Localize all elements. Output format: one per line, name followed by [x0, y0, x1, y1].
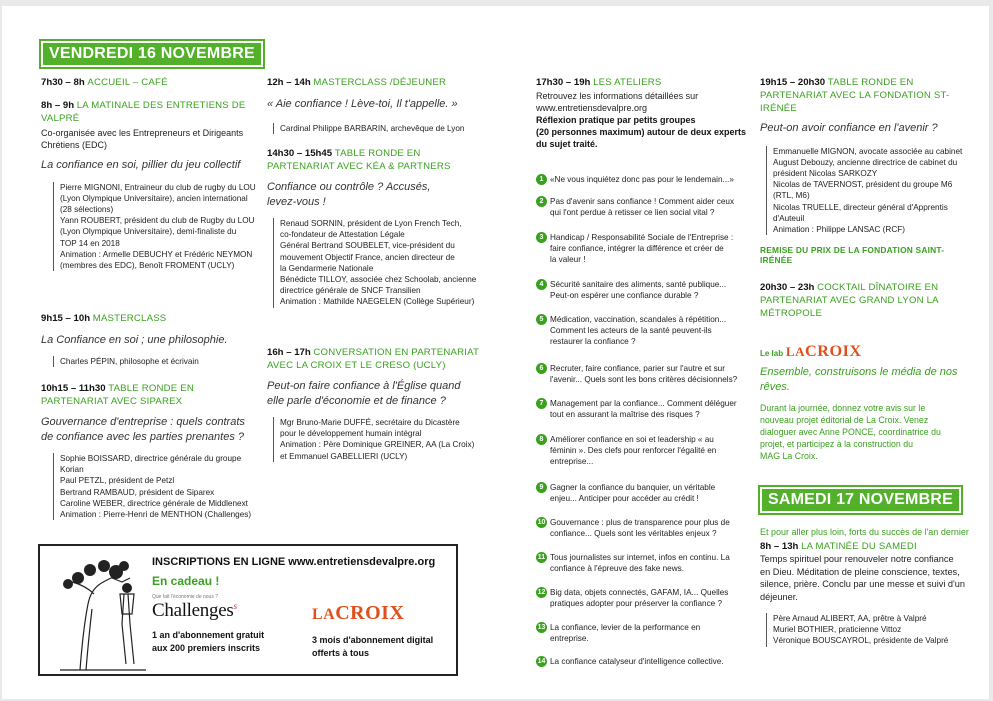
atelier-item: [536, 482, 741, 504]
atelier-text-line: Gagner la confiance du banquier, un véritable: [550, 483, 716, 492]
lab-body-line: Durant la journée, donnez votre avis sur le: [760, 403, 926, 413]
session-ateliers: [536, 76, 751, 150]
speaker-line: Renaud SORNIN, président de Lyon French Tech,: [280, 219, 462, 228]
saturday-body-line: Temps spirituel pour renouveler notre confiance: [760, 554, 954, 564]
speaker-line: et Emmanuel GABELLIERI (UCLY): [280, 451, 408, 461]
session-time: 17h30 – 19h: [536, 77, 591, 88]
speaker-line: (28 sélections): [60, 204, 114, 214]
atelier-number-badge: 1: [536, 174, 547, 185]
session-time: 19h15 – 20h30: [760, 77, 826, 88]
session-title: CONVERSATION EN PARTENARIAT AVEC LA CROIX ET LE CRESO (UCLY): [267, 347, 479, 371]
speaker-line: Charles PÉPIN, philosophe et écrivain: [60, 356, 199, 366]
session-time: 8h – 13h: [760, 541, 799, 552]
saturday-body-line: silence, prière. Conclu par une messe et suivi d'un: [760, 579, 966, 589]
speaker-list: [766, 146, 975, 236]
speaker-line: Yann ROUBERT, président du club de Rugby du LOU: [60, 216, 255, 226]
atelier-text-line: entreprise.: [550, 634, 589, 644]
challenges-offer: [152, 594, 302, 654]
atelier-text-line: La confiance, levier de la performance en: [550, 623, 701, 632]
session-quote: « Aie confiance ! Lève-toi, Il t'appelle. »: [267, 98, 458, 110]
atelier-text-line: Big data, objets connectés, GAFAM, IA... Quelles: [550, 588, 729, 597]
speaker-line: Animation : Armelle DEBUCHY et Frédéric NEYMON: [60, 249, 253, 259]
atelier-item: [536, 196, 741, 218]
session-quote-line: Peut-on faire confiance à l'Église quand: [267, 380, 461, 392]
session-time: 8h – 9h: [41, 100, 75, 111]
la-croix-logo-croix: CROIX: [335, 602, 405, 624]
ateliers-format-line: du sujet traité.: [536, 139, 598, 149]
speaker-list: [53, 453, 256, 520]
speaker-line: Nicolas TRUELLE, directeur général d'Apprentis: [773, 202, 948, 212]
atelier-text-line: féminin ». Des clefs pour renforcer l'égalité en: [550, 446, 717, 456]
speaker-line: directrice générale de SNCF Transilien: [280, 286, 421, 296]
session-quote: La confiance en soi, pillier du jeu collectif: [41, 159, 241, 171]
atelier-number-badge: 6: [536, 363, 547, 374]
atelier-item: [536, 398, 741, 420]
ateliers-intro-line: Retrouvez les informations détaillées sur: [536, 91, 699, 101]
tree-climber-illustration: [50, 554, 150, 672]
speaker-line: co-fondateur de Attestation Légale: [280, 230, 405, 240]
speaker-line: Emmanuelle MIGNON, avocate associée au cabinet: [773, 146, 963, 156]
atelier-text-line: confiance à l'épreuve des fake news.: [550, 564, 685, 574]
atelier-text-line: «Ne vous inquiétez donc pas pour le lendemain...»: [550, 175, 734, 184]
atelier-item: [536, 656, 741, 667]
session-masterclass: [41, 312, 256, 367]
speaker-line: Bertrand RAMBAUD, président de Siparex: [60, 487, 215, 497]
atelier-text-line: Pas d'avenir sans confiance ! Comment aider ceux: [550, 197, 735, 206]
speaker-line: d'Auteuil: [773, 213, 805, 223]
session-siparex: [41, 382, 256, 520]
speaker-line: Muriel BOTHIER, praticienne Vittoz: [773, 625, 902, 635]
atelier-text-line: confiance... Quels sont les véritables enjeux ?: [550, 529, 717, 539]
speaker-line: Pierre MIGNONI, Entraineur du club de rugby du LOU: [60, 182, 256, 192]
session-quote-line: de confiance avec les parties prenantes ?: [41, 430, 245, 443]
session-accueil: [41, 76, 256, 89]
session-time: 14h30 – 15h45: [267, 148, 333, 159]
speaker-list: [273, 218, 482, 308]
speaker-line: Animation : Père Dominique GREINER, AA (La Croix): [280, 440, 475, 450]
la-croix-logo: [786, 344, 862, 359]
speaker-line: Paul PETZL, président de Petzl: [60, 476, 175, 486]
la-croix-logo-croix: CROIX: [804, 342, 862, 360]
atelier-number-badge: 11: [537, 554, 546, 561]
session-time: 16h – 17h: [267, 347, 311, 358]
session-time: 20h30 – 23h: [760, 282, 815, 293]
lab-la-croix: [760, 342, 975, 462]
atelier-text-line: l'avenir... Quels sont les bons critères décisionnels?: [550, 375, 738, 385]
speaker-line: Véronique BOUSCAYROL, présidente de Valpré: [773, 636, 949, 646]
atelier-text-line: qui l'ont perdue à retisser ce lien social vital ?: [550, 208, 715, 218]
atelier-item: [536, 434, 741, 468]
speaker-line: August Debouzy, ancienne directrice de cabinet du: [773, 157, 958, 167]
atelier-item: [536, 363, 741, 385]
challenges-offer-line: 1 an d'abonnement gratuit: [152, 630, 265, 640]
atelier-text-line: Tous journalistes sur internet, infos en continu. La: [550, 553, 730, 562]
session-la-croix-creso: [267, 346, 482, 462]
session-quote: Peut-on avoir confiance en l'avenir ?: [760, 122, 938, 134]
speaker-line: (membres des EDC), Benoît FROMENT (UCLY): [60, 260, 235, 270]
atelier-text-line: restaurer la confiance ?: [550, 337, 636, 347]
challenges-tagline: Que fait l'économie de nous ?: [152, 594, 218, 600]
session-time: 10h15 – 11h30: [41, 383, 106, 394]
lab-body-line: nouveau projet éditorial de La Croix. Venez: [760, 415, 929, 425]
atelier-item: [536, 587, 741, 609]
session-title: ACCUEIL – CAFÉ: [87, 77, 168, 88]
saturday-intro: Et pour aller plus loin, forts du succès de l'an dernier: [760, 527, 969, 537]
atelier-item: [536, 279, 741, 301]
speaker-list: [53, 182, 256, 272]
session-dejeuner: [267, 76, 482, 134]
challenges-logo-accent: s: [233, 601, 237, 611]
lab-prefix: Le lab: [760, 349, 784, 358]
session-time: 9h15 – 10h: [41, 313, 91, 324]
atelier-text-line: la valeur !: [550, 255, 586, 265]
atelier-number-badge: 3: [536, 232, 547, 243]
lab-quote-line: Ensemble, construisons le média de nos: [760, 366, 958, 378]
la-croix-offer: [312, 602, 452, 659]
session-quote-line: elle parle d'économie et de finance ?: [267, 394, 446, 407]
atelier-text-line: Recruter, faire confiance, parier sur l'autre et sur: [550, 364, 725, 373]
atelier-number-badge: 8: [536, 434, 547, 445]
session-title: TABLE RONDE EN PARTENARIAT AVEC KÉA & PARTNERS: [267, 148, 451, 172]
lab-body-line: projet, et participez à la construction du: [760, 439, 914, 449]
challenges-logo: [152, 600, 302, 622]
session-quote: La Confiance en soi ; une philosophie.: [41, 334, 228, 346]
session-subtitle-line: Co-organisée avec les Entrepreneurs et Dirigeants: [41, 128, 244, 138]
la-croix-offer-line: offerts à tous: [312, 647, 370, 658]
speaker-line: Cardinal Philippe BARBARIN, archevêque de Lyon: [280, 123, 465, 133]
speaker-line: Sophie BOISSARD, directrice générale du groupe Korian: [60, 454, 242, 475]
speaker-line: la Gendarmerie Nationale: [280, 263, 374, 273]
speaker-line: Animation : Mathilde NAEGELEN (Collège Supérieur): [280, 297, 475, 307]
atelier-text-line: faire confiance, intégrer la différence et créer de: [550, 244, 724, 254]
session-title: TABLE RONDE EN PARTENARIAT AVEC LA FONDATION ST-IRÉNÉE: [760, 77, 950, 114]
session-time: 7h30 – 8h: [41, 77, 85, 88]
atelier-number-badge: 12: [537, 589, 546, 596]
session-title: MASTERCLASS: [92, 313, 167, 324]
session-title: MASTERCLASS /DÉJEUNER: [313, 77, 447, 88]
speaker-line: Général Bertrand SOUBELET, vice-président du: [280, 241, 455, 251]
atelier-text-line: Améliorer confiance en soi et leadership « au: [550, 435, 714, 444]
program-page: [2, 6, 989, 699]
atelier-number-badge: 9: [536, 482, 547, 493]
atelier-number-badge: 13: [537, 624, 546, 631]
session-quote-line: levez-vous !: [267, 195, 326, 208]
session-time: 12h – 14h: [267, 77, 311, 88]
ateliers-website-link[interactable]: www.entretiensdevalpre.org: [536, 103, 648, 113]
atelier-text-line: enjeu... Anticiper pour accéder au crédit !: [550, 494, 699, 504]
session-matinale: [41, 99, 256, 271]
registration-headline[interactable]: INSCRIPTIONS EN LIGNE www.entretiensdevalpre.org: [152, 556, 436, 568]
speaker-line: Animation : Pierre-Henri de MENTHON (Challenges): [60, 510, 252, 520]
atelier-text-line: pratiques adopter pour préserver la confiance ?: [550, 599, 723, 609]
atelier-item: [536, 314, 741, 348]
speaker-line: Nicolas de TAVERNOST, président du groupe M6: [773, 180, 953, 190]
ateliers-format-line: (20 personnes maximum) autour de deux experts: [536, 127, 747, 137]
atelier-text-line: Gouvernance : plus de transparence pour plus de: [550, 518, 730, 527]
atelier-number-badge: 14: [537, 658, 546, 665]
speaker-line: (Lyon Olympique Universitaire), ancien international: [60, 193, 248, 203]
lab-body-line: MAG La Croix.: [760, 451, 818, 461]
atelier-text-line: Comment les acteurs de la santé peuvent-ils: [550, 326, 712, 336]
la-croix-offer-line: 3 mois d'abonnement digital: [312, 635, 434, 645]
session-quote-line: Gouvernance d'entreprise : quels contrats: [41, 416, 245, 428]
speaker-line: mouvement Objectif France, ancien directeur de: [280, 252, 455, 262]
award-announcement: REMISE DU PRIX DE LA FONDATION SAINT-IRÉNÉE: [760, 245, 945, 266]
atelier-item: [536, 552, 741, 574]
session-quote-line: Confiance ou contrôle ? Accusés,: [267, 181, 431, 193]
speaker-line: Animation : Philippe LANSAC (RCF): [773, 224, 905, 234]
ateliers-format-line: Réflexion pratique par petits groupes: [536, 115, 696, 125]
session-title: LA MATINALE DES ENTRETIENS DE VALPRÉ: [41, 100, 246, 124]
atelier-text-line: Management par la confiance... Comment déléguer: [550, 399, 737, 408]
atelier-item: [536, 517, 741, 539]
speaker-list: [273, 123, 482, 134]
friday-banner: VENDREDI 16 NOVEMBRE: [43, 43, 261, 65]
speaker-line: (Lyon Olympique Universitaire), demi-finaliste du: [60, 227, 237, 237]
speaker-list: [53, 356, 256, 367]
la-croix-logo-la: LA: [312, 606, 336, 623]
lab-body-line: dialoguer avec Anne PONCE, coordinatrice du: [760, 427, 941, 437]
speaker-list: [273, 417, 482, 462]
lab-quote-line: rêves.: [760, 380, 790, 393]
atelier-item: [536, 622, 741, 644]
session-samedi: [760, 526, 975, 647]
atelier-number-badge: 4: [536, 279, 547, 290]
atelier-item: [536, 174, 741, 185]
la-croix-logo: [312, 602, 452, 625]
speaker-line: président Nicolas SARKOZY: [773, 168, 878, 178]
saturday-body-line: en Dieu. Méditation de pleine conscience, textes,: [760, 566, 960, 577]
session-title: LA MATINÉE DU SAMEDI: [801, 541, 917, 552]
saturday-banner: SAMEDI 17 NOVEMBRE: [762, 489, 959, 511]
saturday-body-line: déjeuner.: [760, 591, 798, 602]
session-title: TABLE RONDE EN PARTENARIAT AVEC SIPAREX: [41, 383, 195, 407]
session-cocktail: [760, 281, 975, 320]
atelier-text-line: entreprise...: [550, 457, 594, 467]
atelier-text-line: tout en assurant la maîtrise des risques ?: [550, 410, 700, 420]
atelier-text-line: Sécurité sanitaire des aliments, santé publique...: [550, 280, 727, 289]
la-croix-logo-la: LA: [785, 344, 805, 359]
atelier-number-badge: 5: [536, 314, 547, 325]
atelier-number-badge: 10: [537, 519, 546, 526]
speaker-line: (RTL, M6): [773, 191, 810, 201]
speaker-line: Bénédicte TILLOY, associée chez Schoolab, ancienne: [280, 275, 477, 285]
speaker-line: Père Arnaud ALIBERT, AA, prêtre à Valpré: [773, 614, 927, 623]
gift-label: En cadeau !: [152, 574, 220, 588]
session-title: LES ATELIERS: [593, 77, 662, 88]
atelier-number-badge: 7: [536, 398, 547, 409]
session-st-irenee: [760, 76, 975, 265]
speaker-list: [766, 613, 975, 647]
challenges-offer-line: aux 200 premiers inscrits: [152, 642, 261, 653]
session-subtitle-line: Chrétiens (EDC): [41, 140, 108, 150]
atelier-number-badge: 2: [536, 196, 547, 207]
atelier-text-line: Peut-on espérer une confiance durable ?: [550, 291, 699, 301]
speaker-line: Mgr Bruno-Marie DUFFÉ, secrétaire du Dicastère: [280, 418, 460, 427]
speaker-line: TOP 14 en 2018: [60, 238, 120, 248]
atelier-text-line: Handicap / Responsabilité Sociale de l'Entreprise :: [550, 233, 734, 242]
challenges-logo-text: Challenges: [152, 600, 234, 621]
atelier-text-line: Médication, vaccination, scandales à répétition...: [550, 315, 727, 324]
atelier-text-line: La confiance catalyseur d'intelligence collective.: [550, 657, 724, 666]
speaker-line: Caroline WEBER, directrice générale de Middlenext: [60, 498, 248, 508]
atelier-item: [536, 232, 741, 266]
speaker-line: pour le développement humain intégral: [280, 429, 422, 439]
registration-ad: [38, 544, 458, 676]
session-title: COCKTAIL DÎNATOIRE EN PARTENARIAT AVEC GRAND LYON LA MÉTROPOLE: [760, 282, 939, 319]
session-kea: [267, 147, 482, 308]
